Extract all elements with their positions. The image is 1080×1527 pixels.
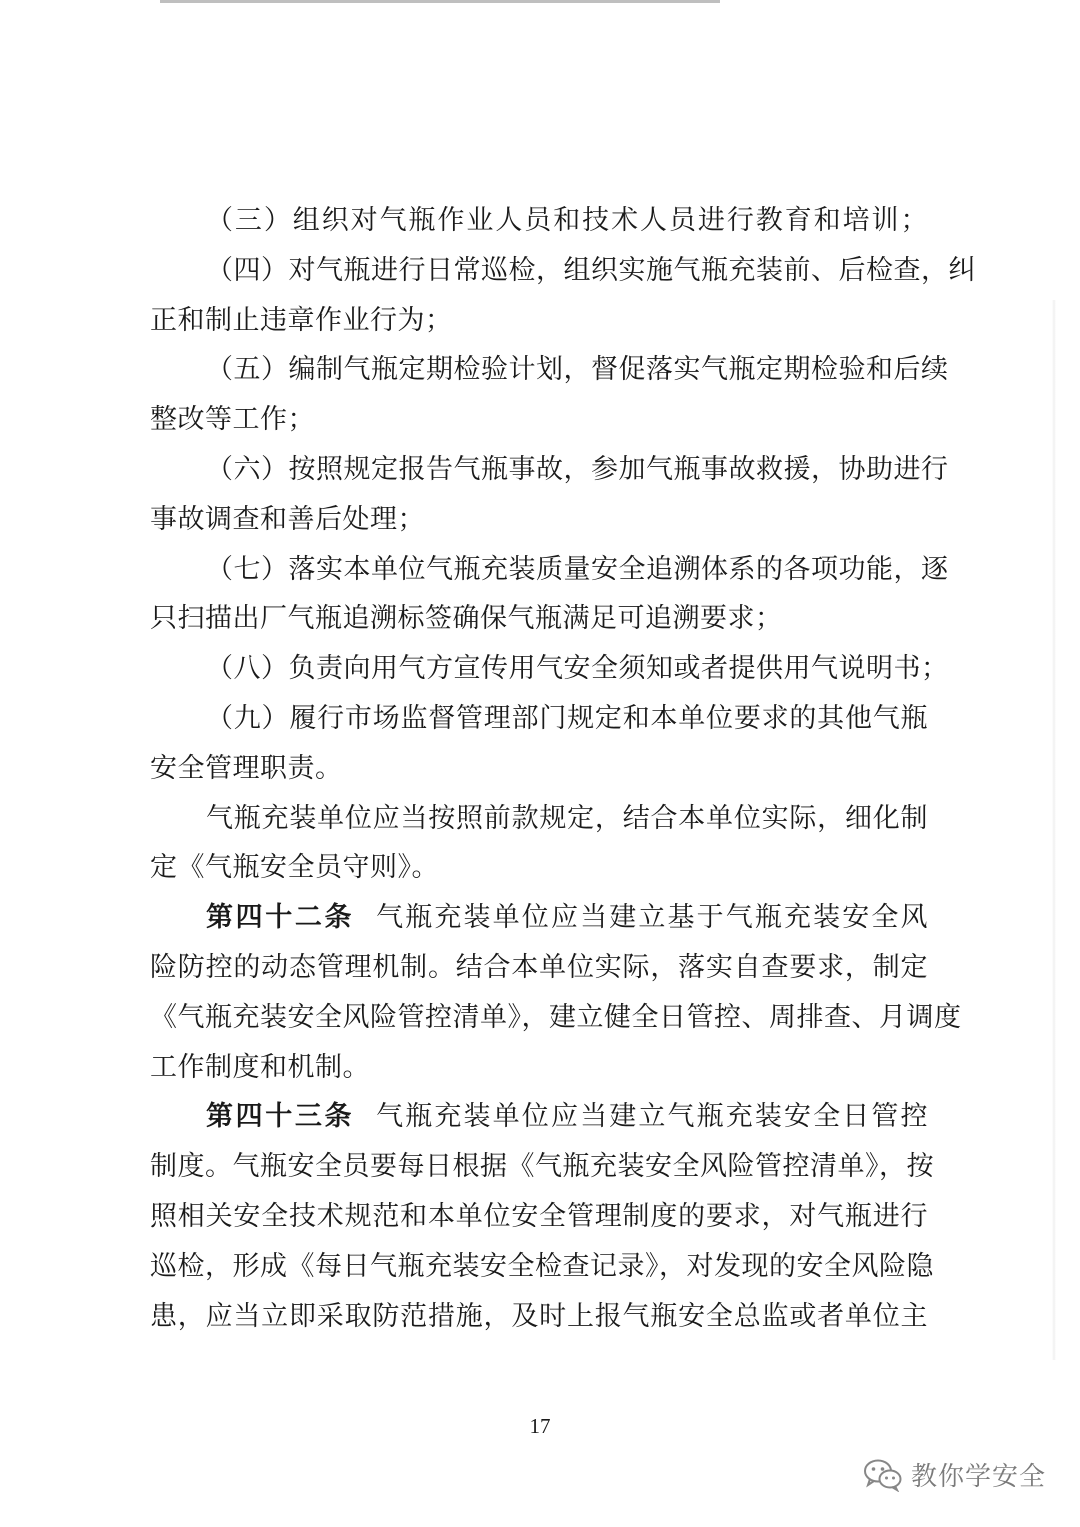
- article-42-line: [150, 893, 928, 943]
- list-item-4: （四）对气瓶进行日常巡检，组织实施气瓶充装前、后检查，纠: [206, 254, 976, 286]
- scan-shadow: [1052, 300, 1056, 1360]
- paragraph-line: 定《气瓶安全员守则》。: [150, 852, 439, 884]
- paragraph-line: 《气瓶充装安全风险管控清单》，建立健全日管控、周排查、月调度: [150, 1001, 962, 1033]
- page-number: 17: [529, 1414, 551, 1438]
- wechat-icon: [863, 1458, 903, 1492]
- document-body: [150, 196, 976, 1341]
- watermark-text: 教你学安全: [910, 1462, 1046, 1492]
- paragraph-line: 制度。气瓶安全员要每日根据《气瓶充装安全风险管控清单》，按: [150, 1151, 934, 1183]
- article-42-label: 第四十二条: [206, 902, 355, 934]
- paragraph-line: 照相关安全技术规范和本单位安全管理制度的要求，对气瓶进行: [150, 1200, 928, 1232]
- scan-top-edge: [160, 0, 720, 3]
- paragraph-line: 险防控的动态管理机制。结合本单位实际，落实自查要求，制定: [150, 951, 928, 983]
- list-item-5: （五）编制气瓶定期检验计划，督促落实气瓶定期检验和后续: [206, 354, 949, 386]
- paragraph-line: 气瓶充装单位应当按照前款规定，结合本单位实际，细化制: [206, 802, 928, 834]
- list-item-7: （七）落实本单位气瓶充装质量安全追溯体系的各项功能，逐: [206, 553, 949, 585]
- list-item-3: （三）组织对气瓶作业人员和技术人员进行教育和培训；: [206, 205, 928, 236]
- watermark: [863, 1456, 1046, 1493]
- article-43-line: [150, 1092, 928, 1142]
- paragraph-line: 巡检，形成《每日气瓶充装安全检查记录》，对发现的安全风险隐: [150, 1250, 934, 1282]
- list-item-5-cont: 整改等工作；: [150, 404, 315, 436]
- list-item-4-cont: 正和制止违章作业行为；: [150, 304, 453, 336]
- list-item-9: （九）履行市场监督管理部门规定和本单位要求的其他气瓶: [206, 702, 928, 734]
- paragraph-line: 患，应当立即采取防范措施，及时上报气瓶安全总监或者单位主: [150, 1300, 928, 1332]
- article-43-text: 气瓶充装单位应当建立气瓶充装安全日管控: [376, 1101, 929, 1133]
- list-item-7-cont: 只扫描出厂气瓶追溯标签确保气瓶满足可追溯要求；: [150, 603, 783, 635]
- list-item-6: （六）按照规定报告气瓶事故，参加气瓶事故救援，协助进行: [206, 453, 949, 485]
- article-42-text: 气瓶充装单位应当建立基于气瓶充装安全风: [376, 902, 929, 934]
- paragraph-line: 工作制度和机制。: [150, 1051, 370, 1083]
- list-item-9-cont: 安全管理职责。: [150, 752, 343, 784]
- article-43-label: 第四十三条: [206, 1101, 355, 1133]
- list-item-8: （八）负责向用气方宣传用气安全须知或者提供用气说明书；: [206, 653, 949, 685]
- list-item-6-cont: 事故调查和善后处理；: [150, 503, 425, 535]
